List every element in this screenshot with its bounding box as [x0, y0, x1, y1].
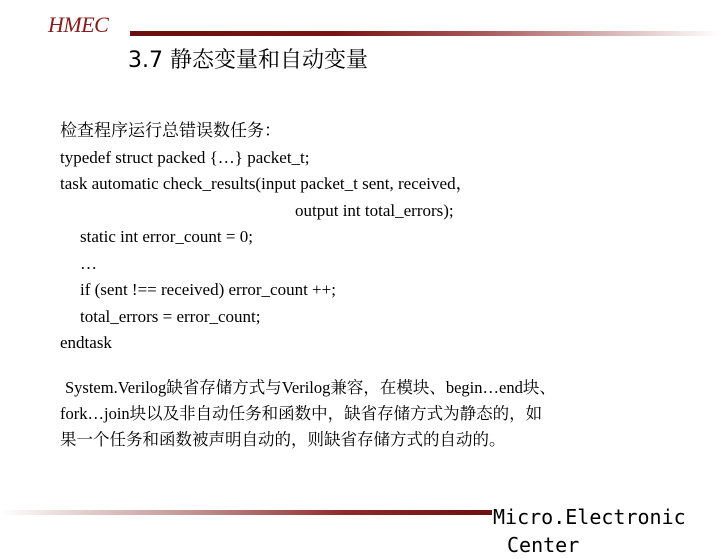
- hmec-logo: HMEC: [48, 12, 109, 37]
- code-line-static-decl: static int error_count = 0;: [80, 227, 253, 246]
- code-example: [60, 118, 473, 357]
- footer-text: Micro.Electronic: [493, 505, 686, 529]
- code-line-assign: total_errors = error_count;: [80, 306, 261, 326]
- code-line-ellipsis: …: [80, 253, 97, 273]
- explanation-paragraph: [60, 375, 660, 453]
- footer-divider: [0, 510, 492, 515]
- footer-label: [493, 503, 686, 557]
- code-line-endtask: endtask: [60, 333, 112, 352]
- slide-title: 3.7 静态变量和自动变量: [128, 48, 368, 73]
- note-line: fork…join块以及非自动任务和函数中，缺省存储方式为静态的，如: [60, 404, 543, 423]
- code-line-intro: 检查程序运行总错误数任务：: [60, 121, 281, 140]
- footer-text-cut: Center: [507, 533, 580, 557]
- note-line: 果一个任务和函数被声明自动的，则缺省存储方式的自动的。: [60, 430, 506, 449]
- header-divider: [130, 31, 720, 36]
- note-line: System.Verilog缺省存储方式与Verilog兼容，在模块、begin…end块、: [65, 378, 556, 397]
- code-line-if: if (sent !== received) error_count ++;: [80, 280, 336, 299]
- code-line-task-decl-cont: output int total_errors);: [295, 200, 454, 220]
- code-line-typedef: typedef struct packed {…} packet_t;: [60, 147, 310, 167]
- code-line-task-decl: task automatic check_results(input packet_t sent, received，: [60, 174, 473, 193]
